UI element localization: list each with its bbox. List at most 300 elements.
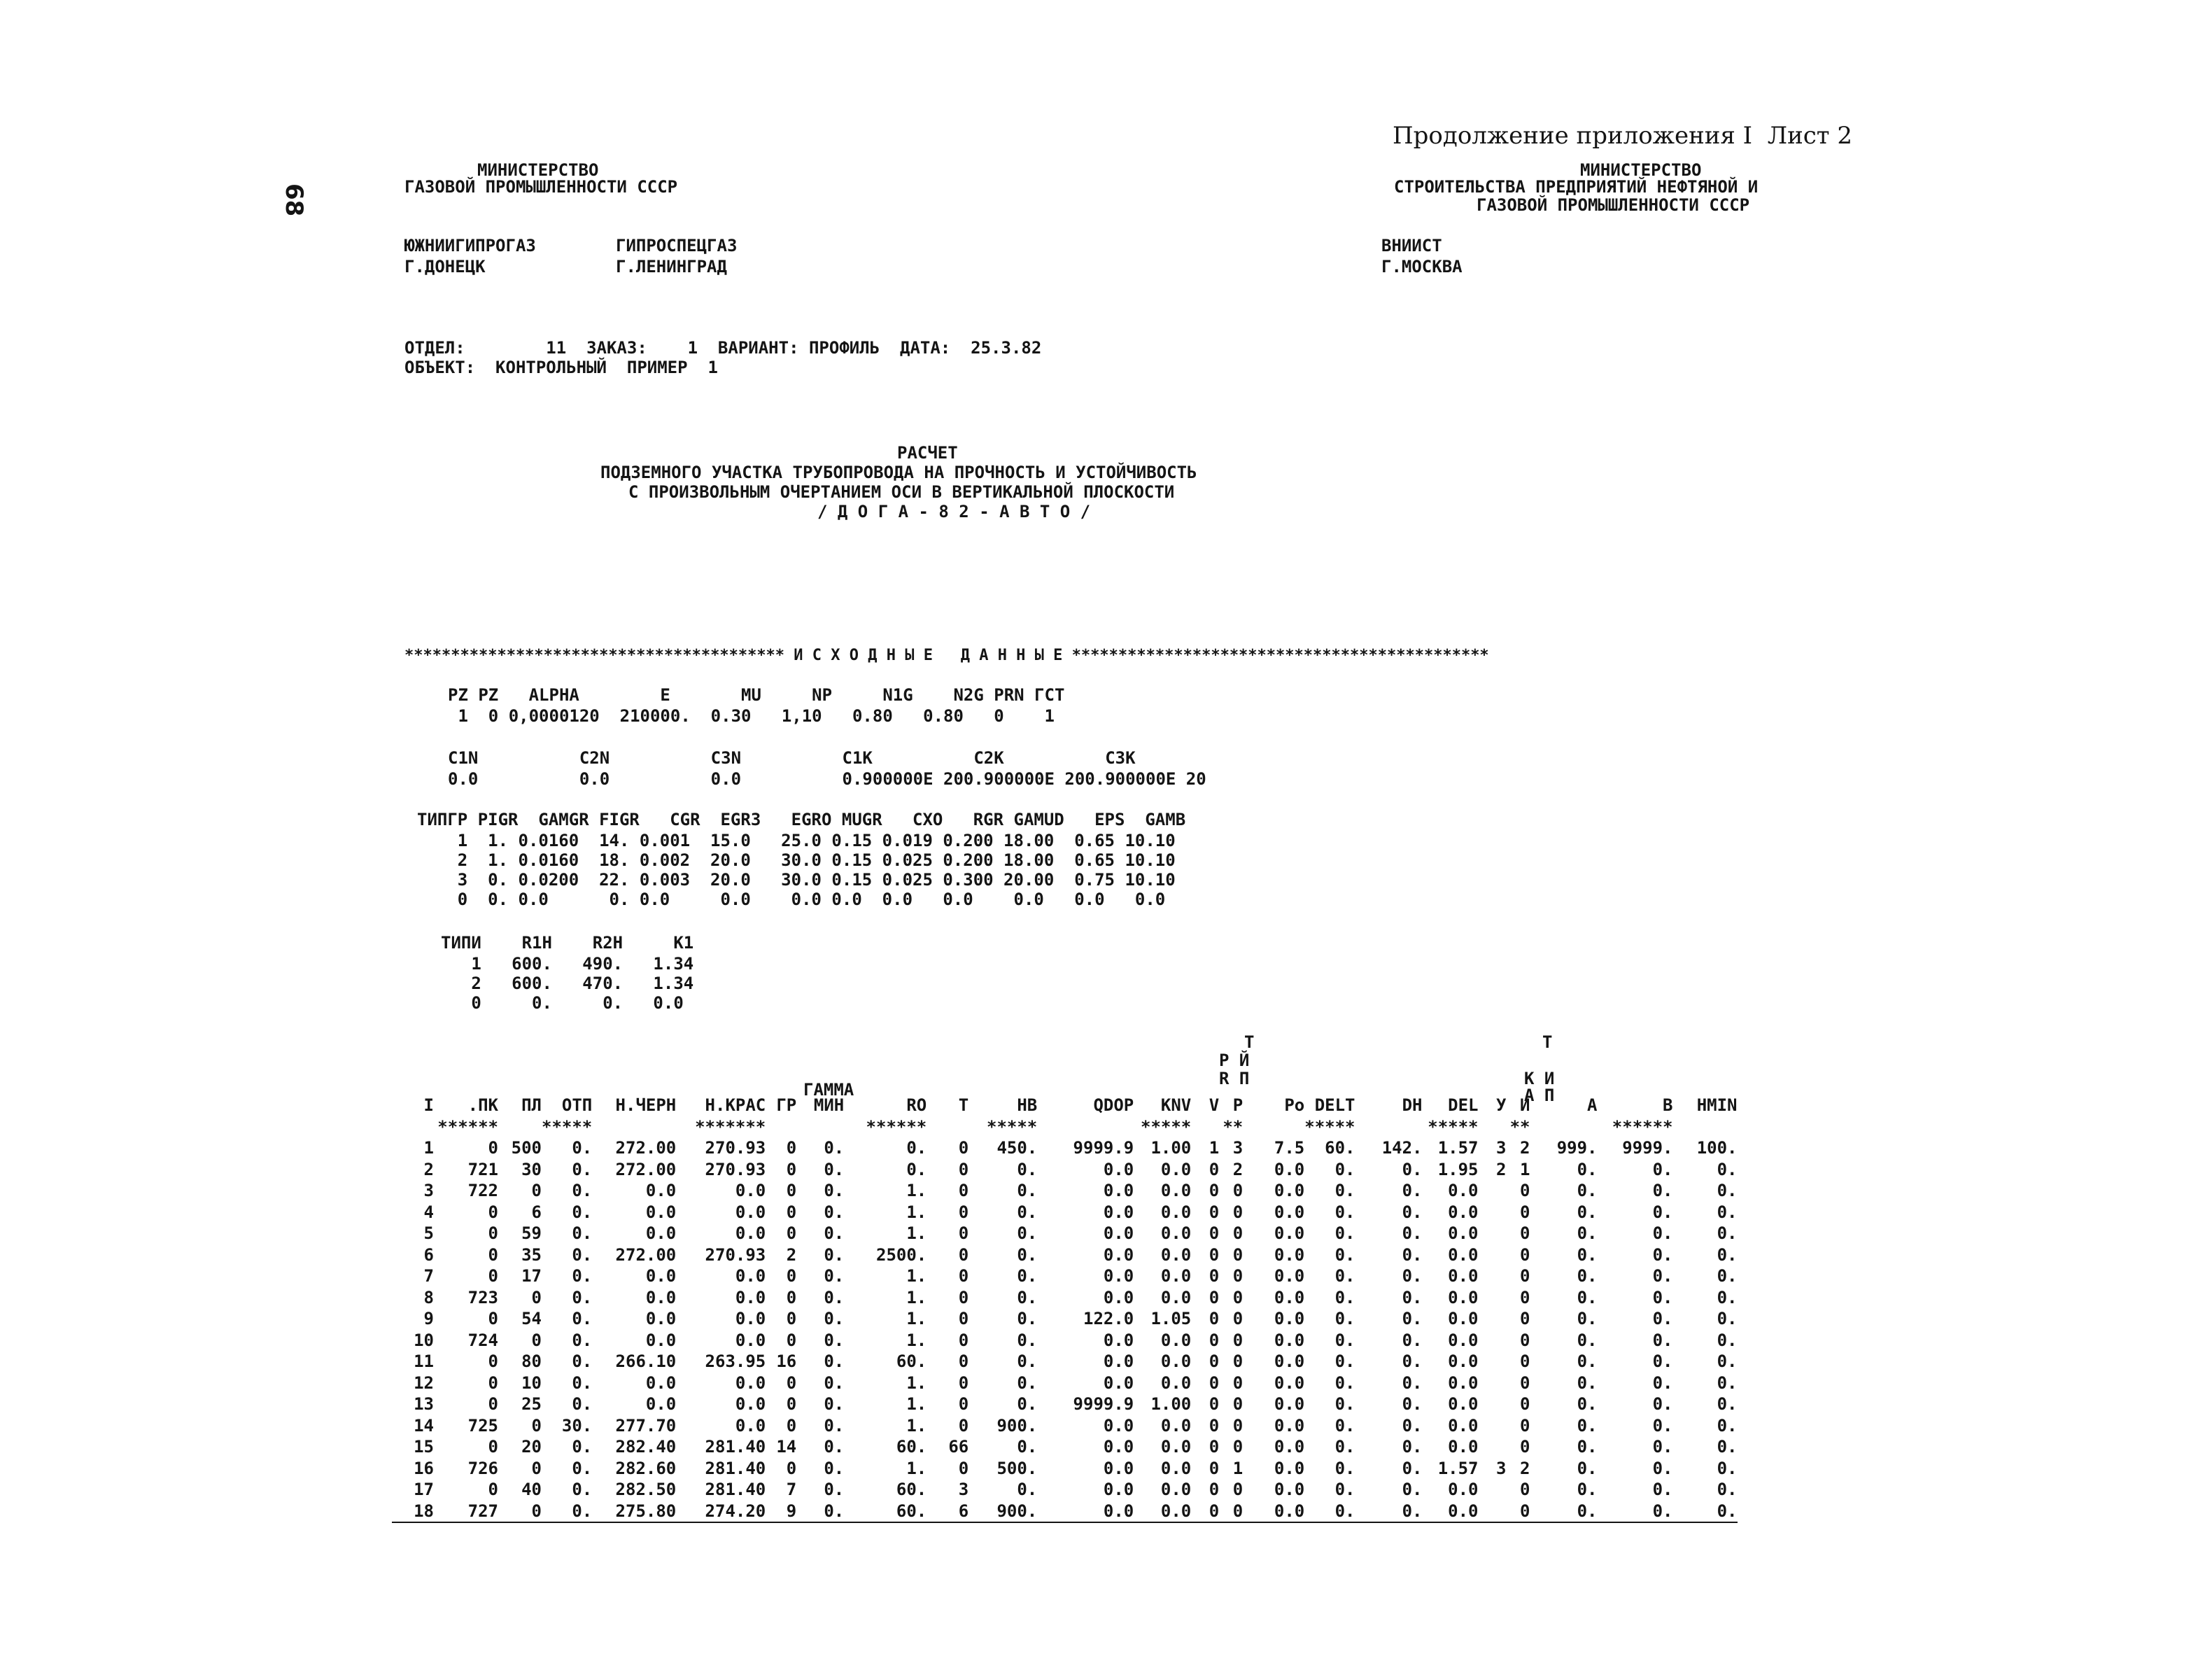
table-column-headers — [392, 1095, 1738, 1116]
table-cell: 0.0 — [1160, 1244, 1192, 1265]
pipe-types-row: 0 0. 0. 0.0 — [441, 993, 684, 1013]
table-cell: 0. — [824, 1181, 845, 1201]
table-cell: 1.00 — [1150, 1138, 1192, 1158]
table-cell — [1479, 1351, 1507, 1373]
table-cell: 0.0 — [1448, 1415, 1479, 1436]
table-cell: 0. — [1402, 1352, 1423, 1372]
table-cell: 0. — [1577, 1244, 1598, 1265]
org2-city: Г.ЛЕНИНГРАД — [616, 257, 727, 276]
table-cell: 0. — [1652, 1330, 1673, 1350]
star-separator: ****** — [437, 1116, 498, 1137]
table-cell: 275.80 — [592, 1501, 676, 1523]
table-cell: 66 — [948, 1437, 969, 1457]
table-cell: 0 — [1520, 1181, 1530, 1201]
column-header: Р — [1232, 1095, 1244, 1116]
column-header: Н.КРАС — [705, 1095, 766, 1116]
table-cell: 1. — [906, 1330, 927, 1350]
table-cell: 0. — [1717, 1309, 1738, 1329]
table-cell: 0 — [488, 1373, 498, 1393]
table-cell: 1 — [1520, 1159, 1530, 1179]
table-cell: 0 — [488, 1480, 498, 1500]
table-cell: 0. — [1577, 1266, 1598, 1286]
table-cell: 13 — [414, 1394, 434, 1415]
table-cell: 0 — [786, 1373, 797, 1393]
table-cell: 263.95 — [705, 1352, 766, 1372]
table-cell: 0 — [786, 1330, 797, 1350]
table-cell: 0.0 — [1448, 1352, 1479, 1372]
table-cell: 0. — [796, 1501, 844, 1523]
table-cell: 500. — [996, 1458, 1038, 1478]
table-cell: 0 — [1209, 1330, 1220, 1350]
table-cell: 9999. — [1622, 1138, 1673, 1158]
column-header: И — [1520, 1095, 1530, 1116]
table-cell: 0. — [572, 1458, 593, 1478]
star-separator: ***** — [1428, 1116, 1479, 1137]
table-cell: 0.0 — [735, 1394, 766, 1415]
table-cell: 0. — [1652, 1287, 1673, 1307]
table-cell: 0. — [1652, 1437, 1673, 1457]
table-cell: 0. — [824, 1266, 845, 1286]
table-cell: 0.0 — [645, 1373, 677, 1393]
table-cell: 0.0 — [1160, 1373, 1192, 1393]
table-cell: 0. — [1017, 1266, 1038, 1286]
table-cell: 0 — [1209, 1202, 1220, 1222]
table-cell: 0. — [1402, 1330, 1423, 1350]
table-cell: 0 — [1520, 1266, 1530, 1286]
table-cell: 35 — [521, 1244, 542, 1265]
table-cell: 7.5 — [1274, 1138, 1305, 1158]
table-cell — [1479, 1287, 1507, 1309]
table-cell: 0. — [572, 1181, 593, 1201]
table-cell: 0.0 — [1103, 1415, 1134, 1436]
table-cell: 0.0 — [1103, 1159, 1134, 1179]
table-cell: 0.0 — [1448, 1202, 1479, 1222]
table-cell: 0. — [1577, 1330, 1598, 1350]
header-top-t1: Т — [1244, 1032, 1255, 1052]
table-cell: 0 — [786, 1394, 797, 1415]
table-cell: 0. — [1652, 1415, 1673, 1436]
table-cell: 0.0 — [1103, 1480, 1134, 1500]
table-cell: 0 — [1209, 1244, 1220, 1265]
star-separator: ******* — [695, 1116, 766, 1137]
table-cell: 0.0 — [735, 1181, 766, 1201]
column-header: Po — [1284, 1095, 1305, 1116]
star-separator: ** — [1223, 1116, 1244, 1137]
table-cell: 2 — [1496, 1159, 1507, 1179]
main-data-table — [392, 1095, 1738, 1523]
table-cell: 0. — [824, 1202, 845, 1222]
table-star-separator — [392, 1116, 1738, 1138]
table-cell: 0. — [1355, 1501, 1423, 1523]
table-cell: 0. — [1334, 1394, 1355, 1415]
table-cell — [1479, 1479, 1507, 1501]
table-cell: 0.0 — [1448, 1181, 1479, 1201]
table-cell: 721 — [467, 1159, 498, 1179]
table-cell: 0.0 — [1160, 1458, 1192, 1478]
table-cell: 0 — [958, 1138, 969, 1158]
table-cell: 0.0 — [1274, 1266, 1305, 1286]
table-cell: 0.0 — [1448, 1266, 1479, 1286]
table-cell: 0. — [1402, 1244, 1423, 1265]
table-cell: 0. — [1017, 1223, 1038, 1244]
pipe-types-row: 2 600. 470. 1.34 — [441, 974, 694, 993]
table-cell: 0 — [531, 1181, 542, 1201]
order-info-line2: ОБЪЕКТ: КОНТРОЛЬНЫЙ ПРИМЕР 1 — [404, 358, 718, 377]
column-header: RO — [906, 1095, 927, 1116]
table-cell: 1. — [906, 1373, 927, 1393]
table-cell: 0. — [1402, 1458, 1423, 1478]
table-cell: 12 — [414, 1373, 434, 1393]
table-cell: 1. — [906, 1287, 927, 1307]
title-line1: РАСЧЕТ — [897, 443, 958, 463]
table-cell: 0 — [1520, 1287, 1530, 1307]
table-cell: 16 — [776, 1352, 797, 1372]
table-cell: 500 — [511, 1138, 542, 1158]
table-row — [392, 1308, 1738, 1330]
table-cell: 900. — [968, 1501, 1037, 1523]
table-cell: 0.0 — [1160, 1287, 1192, 1307]
table-cell: 0 — [1520, 1437, 1530, 1457]
table-cell: 0. — [1652, 1202, 1673, 1222]
table-cell: 0. — [1334, 1159, 1355, 1179]
table-cell: 0 — [531, 1287, 542, 1307]
table-cell: 1.00 — [1150, 1394, 1192, 1415]
table-cell: 0. — [1017, 1330, 1038, 1350]
table-cell: 0.0 — [1274, 1394, 1305, 1415]
table-cell: 725 — [467, 1415, 498, 1436]
table-cell: 0. — [1017, 1352, 1038, 1372]
table-cell: 0. — [824, 1244, 845, 1265]
column-header: V — [1209, 1095, 1220, 1116]
table-cell: 0. — [1717, 1394, 1738, 1415]
table-row — [392, 1137, 1738, 1159]
table-cell: 0 — [1520, 1394, 1530, 1415]
table-cell: 274.20 — [676, 1501, 766, 1523]
table-cell: 0. — [1402, 1480, 1423, 1500]
org1-city: Г.ДОНЕЦК — [404, 257, 486, 276]
table-cell: 0 — [488, 1223, 498, 1244]
column-header: Н.ЧЕРН — [615, 1095, 677, 1116]
table-cell: 0.0 — [1103, 1223, 1134, 1244]
table-cell: 0. — [572, 1266, 593, 1286]
table-cell: 0.0 — [1448, 1373, 1479, 1393]
table-cell: 0.0 — [645, 1223, 677, 1244]
table-cell — [1479, 1373, 1507, 1394]
table-cell — [1479, 1265, 1507, 1287]
table-cell: 0 — [958, 1244, 969, 1265]
table-cell: 9999.9 — [1073, 1394, 1134, 1415]
table-cell: 0 — [786, 1138, 797, 1158]
table-cell: 8 — [423, 1287, 434, 1307]
table-cell: 60. — [896, 1437, 927, 1457]
table-cell: 266.10 — [615, 1352, 677, 1372]
table-cell: 0. — [1717, 1352, 1738, 1372]
column-header: МИН — [813, 1095, 845, 1116]
column-header: I — [423, 1095, 434, 1116]
table-cell: 0.0 — [1103, 1437, 1134, 1457]
table-cell: 0. — [824, 1287, 845, 1307]
table-cell: 0.0 — [1103, 1181, 1134, 1201]
star-separator: ***** — [987, 1116, 1038, 1137]
table-cell: 0 — [1520, 1373, 1530, 1393]
table-row — [392, 1265, 1738, 1287]
table-cell: 0 — [1209, 1373, 1220, 1393]
continuation-note: Продолжение приложения I Лист 2 — [1393, 122, 1853, 150]
table-cell: 0 — [1209, 1415, 1220, 1436]
table-cell: 0.0 — [1160, 1437, 1192, 1457]
table-cell: 0. — [1017, 1181, 1038, 1201]
table-cell: 0. — [1334, 1415, 1355, 1436]
table-cell: 0. — [1017, 1480, 1038, 1500]
table-cell: 0. — [1652, 1309, 1673, 1329]
table-cell: 450. — [996, 1138, 1038, 1158]
table-cell: 0 — [1520, 1480, 1530, 1500]
table-row — [392, 1373, 1738, 1394]
table-cell: 0. — [572, 1138, 593, 1158]
table-cell: 0. — [1402, 1287, 1423, 1307]
table-cell: 1.57 — [1437, 1138, 1479, 1158]
table-cell: 272.00 — [615, 1138, 677, 1158]
table-cell: 270.93 — [705, 1138, 766, 1158]
table-cell: 0.0 — [645, 1330, 677, 1350]
params1-values: 1 0 0,0000120 210000. 0.30 1,10 0.80 0.80 0 1 — [448, 706, 1055, 726]
table-cell: 0 — [1232, 1181, 1244, 1201]
pipe-types-header: ТИПИ R1H R2H K1 — [441, 933, 694, 953]
table-cell: 10 — [521, 1373, 542, 1393]
table-cell: 3 — [958, 1480, 969, 1500]
table-row — [392, 1479, 1738, 1501]
table-cell: 0. — [1577, 1437, 1598, 1457]
table-cell: 0 — [488, 1394, 498, 1415]
table-cell: 0. — [1304, 1501, 1355, 1523]
table-cell: 0. — [1577, 1223, 1598, 1244]
right-ministry-line1: МИНИСТЕРСТВО — [1580, 160, 1702, 180]
table-cell: 0. — [1334, 1458, 1355, 1478]
soil-row: 3 0. 0.0200 22. 0.003 20.0 30.0 0.15 0.025 0.300 20.00 0.75 10.10 — [417, 870, 1176, 890]
table-cell: 0.0 — [1448, 1287, 1479, 1307]
table-cell: 0 — [958, 1309, 969, 1329]
table-cell: 14 — [776, 1437, 797, 1457]
table-cell: 0.0 — [1274, 1458, 1305, 1478]
table-cell: 0.0 — [1160, 1330, 1192, 1350]
table-cell: 0. — [1717, 1458, 1738, 1478]
table-cell: 4 — [423, 1202, 434, 1222]
table-cell: 0 — [786, 1223, 797, 1244]
table-cell: 6 — [423, 1244, 434, 1265]
table-cell: 0. — [1577, 1159, 1598, 1179]
table-cell: 0.0 — [735, 1287, 766, 1307]
table-cell: 1.57 — [1437, 1458, 1479, 1478]
table-cell: 0. — [1402, 1373, 1423, 1393]
table-cell: 0.0 — [1274, 1330, 1305, 1350]
table-cell: 11 — [414, 1352, 434, 1372]
table-cell: 1. — [906, 1394, 927, 1415]
table-cell: 0 — [1520, 1202, 1530, 1222]
soil-header: ТИПГР PIGR GAMGR FIGR CGR EGR3 EGRO MUGR CXO RGR GAMUD EPS GAMB — [417, 810, 1186, 829]
table-cell: 0.0 — [1274, 1223, 1305, 1244]
table-cell: 0 — [958, 1202, 969, 1222]
table-cell: 724 — [467, 1330, 498, 1350]
table-cell: 0.0 — [1274, 1480, 1305, 1500]
table-cell: 0. — [1334, 1437, 1355, 1457]
table-cell: 0.0 — [1103, 1287, 1134, 1307]
table-cell: 0. — [824, 1352, 845, 1372]
table-cell: 1. — [906, 1266, 927, 1286]
table-cell: 0.0 — [1243, 1501, 1304, 1523]
table-cell: 0.0 — [1274, 1181, 1305, 1201]
table-cell: 0.0 — [1037, 1501, 1134, 1523]
table-cell: 0.0 — [1160, 1480, 1192, 1500]
table-cell: 9 — [423, 1309, 434, 1329]
table-cell: 0 — [1191, 1501, 1219, 1523]
table-cell: 0.0 — [735, 1373, 766, 1393]
table-cell: 0. — [824, 1330, 845, 1350]
column-header: ПЛ — [521, 1095, 542, 1116]
table-cell: 6 — [531, 1202, 542, 1222]
column-header: HB — [1017, 1095, 1038, 1116]
table-cell: 0. — [1717, 1159, 1738, 1179]
table-cell: 0.0 — [1274, 1287, 1305, 1307]
table-cell: 9 — [766, 1501, 796, 1523]
table-cell: 0.0 — [1103, 1373, 1134, 1393]
table-cell: 0. — [1334, 1287, 1355, 1307]
table-cell: 0. — [824, 1458, 845, 1478]
table-cell: 0.0 — [1134, 1501, 1191, 1523]
table-cell: 2 — [786, 1244, 797, 1265]
table-cell: 0. — [1717, 1244, 1738, 1265]
table-cell: 0. — [1017, 1159, 1038, 1179]
params1-header: PZ PZ ALPHA E MU NP N1G N2G PRN ГСТ — [448, 685, 1065, 705]
table-cell: 0. — [1402, 1223, 1423, 1244]
table-cell: 0. — [906, 1159, 927, 1179]
table-cell: 0. — [572, 1159, 593, 1179]
table-cell: 0.0 — [1274, 1309, 1305, 1329]
table-cell: 14 — [414, 1415, 434, 1436]
table-cell: 0. — [1334, 1309, 1355, 1329]
table-cell: 0.0 — [1160, 1181, 1192, 1201]
table-cell: 15 — [414, 1437, 434, 1457]
table-cell: 0 — [1507, 1501, 1530, 1523]
table-cell — [1479, 1244, 1507, 1266]
table-cell: 0 — [958, 1159, 969, 1179]
table-cell: 18 — [392, 1501, 434, 1523]
table-cell: 122.0 — [1083, 1309, 1134, 1329]
table-cell: 0. — [572, 1202, 593, 1222]
table-cell: 0 — [1232, 1309, 1244, 1329]
table-cell: 0. — [1402, 1309, 1423, 1329]
table-cell: 0 — [488, 1138, 498, 1158]
table-cell: 0.0 — [645, 1266, 677, 1286]
column-header: HMIN — [1696, 1095, 1738, 1116]
table-cell: 16 — [414, 1458, 434, 1478]
table-cell: 0. — [572, 1352, 593, 1372]
header-mid-k: К И — [1524, 1069, 1555, 1088]
star-separator: ***** — [1304, 1116, 1355, 1137]
table-cell: 0 — [1520, 1244, 1530, 1265]
table-cell: 0. — [1334, 1223, 1355, 1244]
star-separator: ***** — [1141, 1116, 1192, 1137]
table-cell: 17 — [521, 1266, 542, 1286]
table-cell: 0 — [1520, 1330, 1530, 1350]
table-cell: 0 — [531, 1458, 542, 1478]
table-cell: 0 — [1520, 1223, 1530, 1244]
table-cell — [1479, 1223, 1507, 1244]
table-cell: 0 — [531, 1330, 542, 1350]
table-cell: 0.0 — [645, 1287, 677, 1307]
table-row — [392, 1351, 1738, 1373]
table-cell: 0 — [1209, 1480, 1220, 1500]
table-cell: 30 — [521, 1159, 542, 1179]
table-cell: 0.0 — [1160, 1415, 1192, 1436]
table-cell: 1 — [423, 1138, 434, 1158]
table-cell: 0. — [906, 1138, 927, 1158]
table-cell: 0. — [1652, 1458, 1673, 1478]
column-header: B — [1663, 1095, 1673, 1116]
table-cell: 100. — [1696, 1138, 1738, 1158]
title-line2: ПОДЗЕМНОГО УЧАСТКА ТРУБОПРОВОДА НА ПРОЧНОСТЬ И УСТОЙЧИВОСТЬ — [600, 463, 1197, 482]
table-cell: 0 — [1232, 1394, 1244, 1415]
table-row — [392, 1501, 1738, 1523]
table-cell: 0.0 — [1274, 1202, 1305, 1222]
table-cell: 0 — [786, 1415, 797, 1436]
table-cell: 0.0 — [1274, 1244, 1305, 1265]
table-cell: 0. — [1717, 1373, 1738, 1393]
table-cell: 0. — [1334, 1373, 1355, 1393]
table-cell: 281.40 — [705, 1480, 766, 1500]
table-cell: 0.0 — [735, 1309, 766, 1329]
table-cell: 0 — [1232, 1330, 1244, 1350]
table-cell: 0. — [1017, 1373, 1038, 1393]
table-cell: 0. — [1017, 1437, 1038, 1457]
header-ap: А П — [1524, 1086, 1555, 1105]
header-gamma: ГАММА — [803, 1080, 854, 1100]
table-cell: 1. — [906, 1309, 927, 1329]
table-cell: 272.00 — [615, 1244, 677, 1265]
table-cell: 0. — [572, 1223, 593, 1244]
table-cell: 9999.9 — [1073, 1138, 1134, 1158]
table-cell: 3 — [423, 1181, 434, 1201]
table-row — [392, 1436, 1738, 1458]
table-cell: 0 — [958, 1458, 969, 1478]
table-cell: 0.0 — [1103, 1458, 1134, 1478]
table-cell: 0. — [1717, 1266, 1738, 1286]
table-cell: 727 — [434, 1501, 498, 1523]
order-info-line1: ОТДЕЛ: 11 ЗАКАЗ: 1 ВАРИАНТ: ПРОФИЛЬ ДАТА: 25.3.82 — [404, 338, 1042, 358]
table-cell: 0 — [1232, 1244, 1244, 1265]
table-cell — [1479, 1330, 1507, 1352]
table-cell: 0.0 — [1160, 1159, 1192, 1179]
table-cell: 0. — [1717, 1415, 1738, 1436]
table-cell: 0 — [958, 1223, 969, 1244]
table-cell: 17 — [414, 1480, 434, 1500]
table-cell: 0. — [1652, 1394, 1673, 1415]
table-cell: 80 — [521, 1352, 542, 1372]
table-cell: 0. — [1577, 1394, 1598, 1415]
table-cell: 60. — [896, 1352, 927, 1372]
table-cell: 0. — [824, 1159, 845, 1179]
table-cell: 3 — [1232, 1138, 1244, 1158]
table-cell: 0.0 — [1274, 1159, 1305, 1179]
table-cell: 0 — [488, 1266, 498, 1286]
table-cell: 0.0 — [1103, 1202, 1134, 1222]
table-cell: 999. — [1556, 1138, 1598, 1158]
table-cell: 0.0 — [1448, 1330, 1479, 1350]
table-cell: 0 — [1209, 1266, 1220, 1286]
table-cell: 0.0 — [1274, 1373, 1305, 1393]
table-cell: 0. — [824, 1394, 845, 1415]
table-cell: 0 — [531, 1415, 542, 1436]
soil-row: 0 0. 0.0 0. 0.0 0.0 0.0 0.0 0.0 0.0 0.0 0.0 0.0 — [417, 890, 1166, 909]
